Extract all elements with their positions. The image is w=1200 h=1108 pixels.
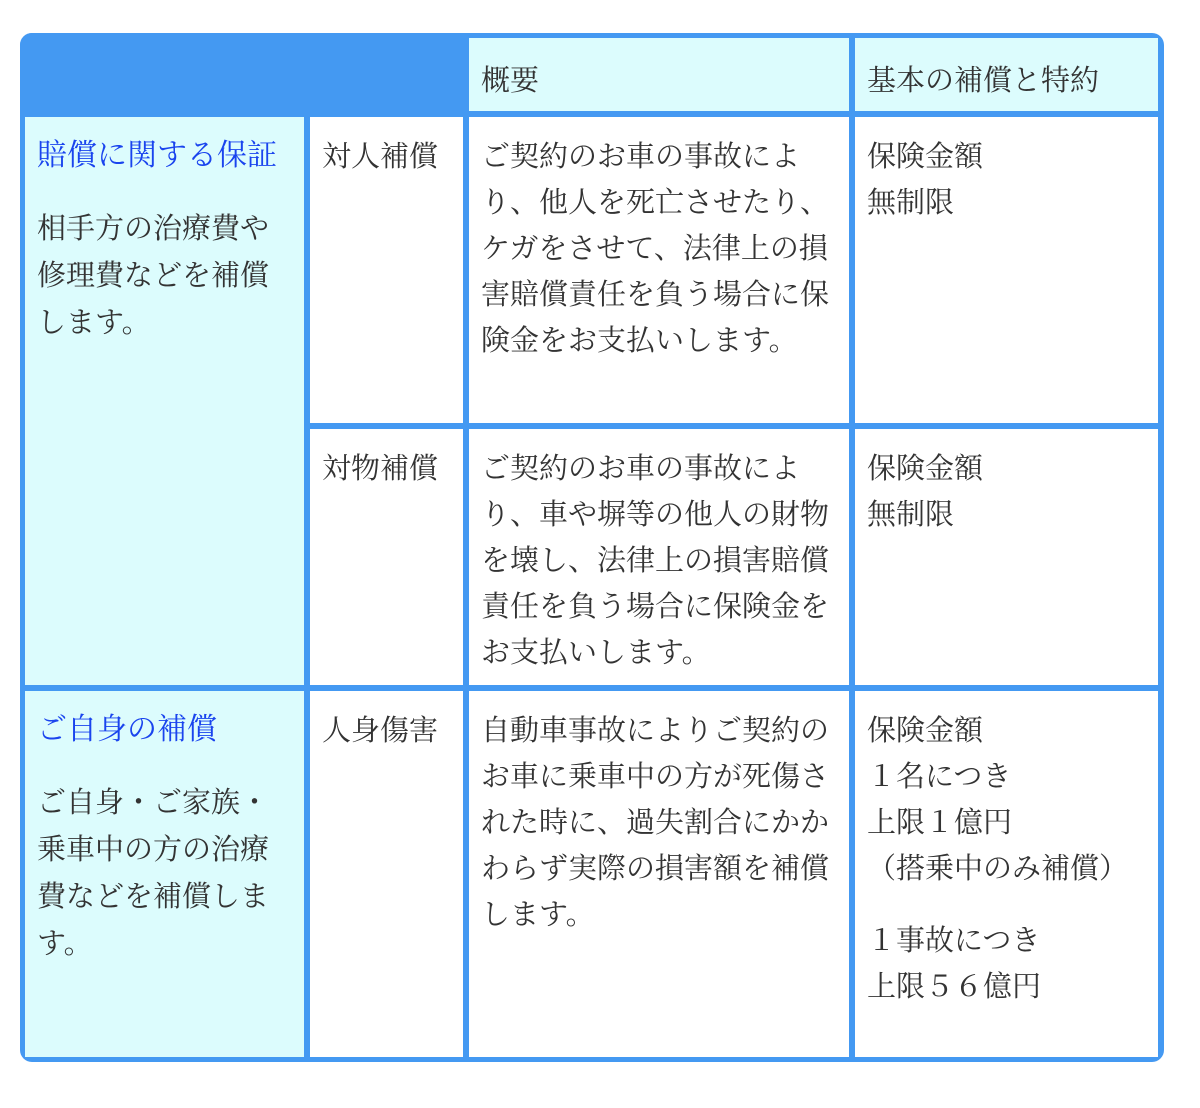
row-overview: 自動車事故によりご契約のお車に乗車中の方が死傷された時に、過失割合にかかわらず実際の損害額を補償します。 (469, 691, 849, 1057)
row-overview: ご契約のお車の事故により、他人を死亡させたり、ケガをさせて、法律上の損害賠償責任を負う場合に保険金をお支払いします。 (469, 117, 849, 423)
coverage-per-accident: １事故につき 上限５６億円 (867, 923, 1042, 1003)
row-type: 人身傷害 (310, 691, 463, 1057)
header-coverage: 基本の補償と特約 (855, 38, 1158, 111)
category-title: 賠償に関する保証 (37, 138, 277, 173)
row-overview: ご契約のお車の事故により、車や塀等の他人の財物を壊し、法律上の損害賠償責任を負う場合に保険金をお支払いします。 (469, 429, 849, 685)
row-coverage (855, 691, 1158, 1057)
category-liability (25, 117, 304, 685)
header-overview: 概要 (469, 38, 849, 111)
category-description: 相手方の治療費や修理費などを補償します。 (37, 211, 270, 339)
row-type: 対人補償 (310, 117, 463, 423)
header-empty-cell (20, 33, 463, 111)
coverage-table (20, 33, 1164, 1062)
row-coverage: 保険金額 無制限 (855, 429, 1158, 685)
category-title: ご自身の補償 (37, 712, 217, 747)
category-description: ご自身・ご家族・乗車中の方の治療費などを補償します。 (37, 785, 270, 960)
row-type: 対物補償 (310, 429, 463, 685)
coverage-per-person: 保険金額 １名につき 上限１億円 （搭乗中のみ補償） (867, 713, 1129, 885)
category-self (25, 691, 304, 1057)
row-coverage: 保険金額 無制限 (855, 117, 1158, 423)
